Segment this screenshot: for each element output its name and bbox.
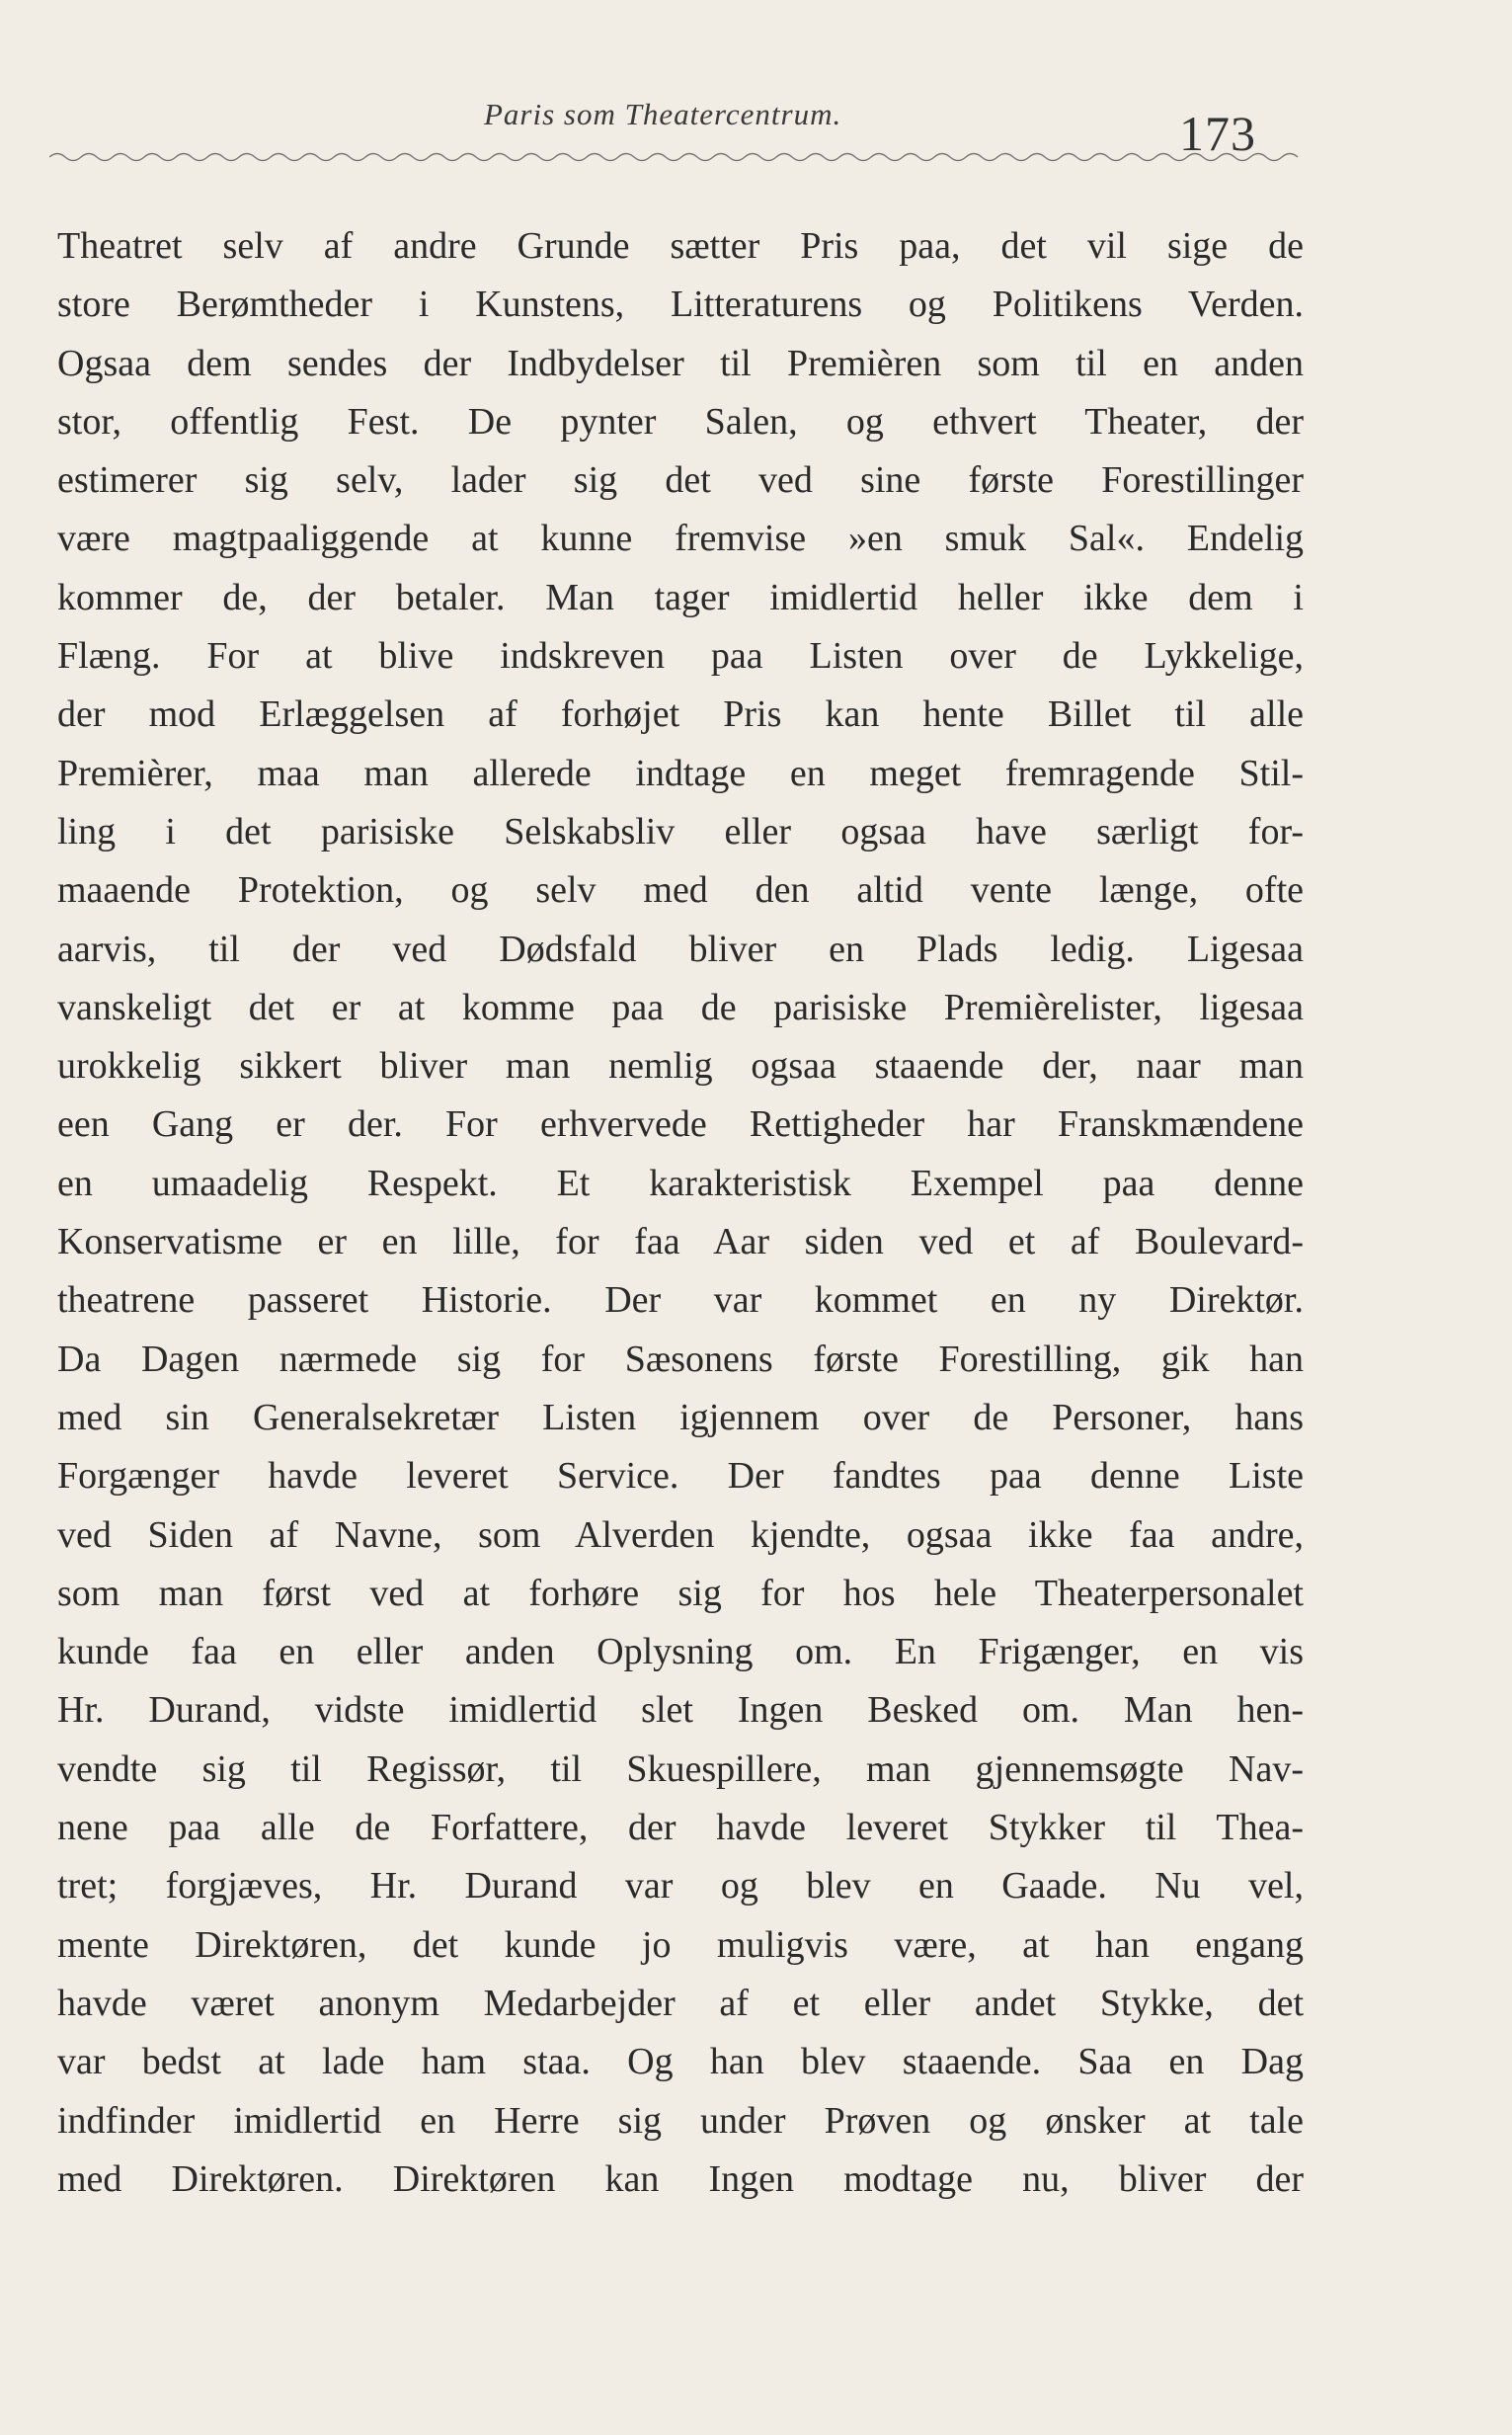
text-line: Da Dagen nærmede sig for Sæsonens første Forestilling, gik han xyxy=(57,1338,1304,1380)
text-line: urokkelig sikkert bliver man nemlig ogsaa staaende der, naar man xyxy=(57,1045,1304,1088)
text-line: Theatret selv af andre Grunde sætter Pris paa, det vil sige de xyxy=(57,225,1304,267)
running-head: Paris som Theatercentrum. xyxy=(484,97,842,131)
text-line: med Direktøren. Direktøren kan Ingen modtage nu, bliver der xyxy=(57,2157,1304,2200)
text-line: ling i det parisiske Selskabsliv eller ogsaa have særligt for- xyxy=(57,810,1304,852)
text-line: theatrene passeret Historie. Der var kommet en ny Direktør. xyxy=(57,1279,1304,1322)
text-line: der mod Erlæggelsen af forhøjet Pris kan hente Billet til alle xyxy=(57,693,1304,736)
text-line: Premièrer, maa man allerede indtage en meget fremragende Stil- xyxy=(57,752,1304,794)
text-line: vendte sig til Regissør, til Skuespillere, man gjennemsøgte Nav- xyxy=(57,1747,1304,1790)
text-line: som man først ved at forhøre sig for hos hele Theaterpersonalet xyxy=(57,1572,1304,1614)
text-line: estimerer sig selv, lader sig det ved sine første Forestillinger xyxy=(57,459,1304,502)
text-line: Hr. Durand, vidste imidlertid slet Ingen Besked om. Man hen- xyxy=(57,1689,1304,1732)
text-line: ved Siden af Navne, som Alverden kjendte, ogsaa ikke faa andre, xyxy=(57,1513,1304,1556)
text-line: Ogsaa dem sendes der Indbydelser til Premièren som til en anden xyxy=(57,342,1304,384)
text-line: kunde faa en eller anden Oplysning om. En Frigænger, en vis xyxy=(57,1631,1304,1673)
text-line: een Gang er der. For erhvervede Rettigheder har Franskmændene xyxy=(57,1103,1304,1146)
text-line: være magtpaaliggende at kunne fremvise »en smuk Sal«. Endelig xyxy=(57,518,1304,560)
text-line: stor, offentlig Fest. De pynter Salen, og ethvert Theater, der xyxy=(57,400,1304,443)
text-line: tret; forgjæves, Hr. Durand var og blev en Gaade. Nu vel, xyxy=(57,1865,1304,1907)
text-line: aarvis, til der ved Dødsfald bliver en Plads ledig. Ligesaa xyxy=(57,928,1304,970)
text-line: store Berømtheder i Kunstens, Litteraturens og Politikens Verden. xyxy=(57,284,1304,326)
text-line: en umaadelig Respekt. Et karakteristisk Exempel paa denne xyxy=(57,1162,1304,1204)
text-line: med sin Generalsekretær Listen igjennem over de Personer, hans xyxy=(57,1396,1304,1438)
text-line: maaende Protektion, og selv med den altid vente længe, ofte xyxy=(57,869,1304,912)
text-line: Flæng. For at blive indskreven paa Listen over de Lykkelige, xyxy=(57,635,1304,678)
body-text xyxy=(57,217,1304,2209)
text-line: indfinder imidlertid en Herre sig under Prøven og ønsker at tale xyxy=(57,2099,1304,2142)
text-line: mente Direktøren, det kunde jo muligvis være, at han engang xyxy=(57,1923,1304,1966)
text-line: Konservatisme er en lille, for faa Aar siden ved et af Boulevard- xyxy=(57,1221,1304,1263)
text-line: var bedst at lade ham staa. Og han blev staaende. Saa en Dag xyxy=(57,2041,1304,2083)
text-line: havde været anonym Medarbejder af et eller andet Stykke, det xyxy=(57,1982,1304,2024)
text-line: nene paa alle de Forfattere, der havde leveret Stykker til Thea- xyxy=(57,1807,1304,1849)
decorative-wavy-rule xyxy=(49,148,1299,166)
text-line: vanskeligt det er at komme paa de parisiske Premièrelister, ligesaa xyxy=(57,986,1304,1028)
text-line: kommer de, der betaler. Man tager imidlertid heller ikke dem i xyxy=(57,576,1304,618)
text-line: Forgænger havde leveret Service. Der fandtes paa denne Liste xyxy=(57,1455,1304,1498)
page-number: 173 xyxy=(1179,106,1256,161)
